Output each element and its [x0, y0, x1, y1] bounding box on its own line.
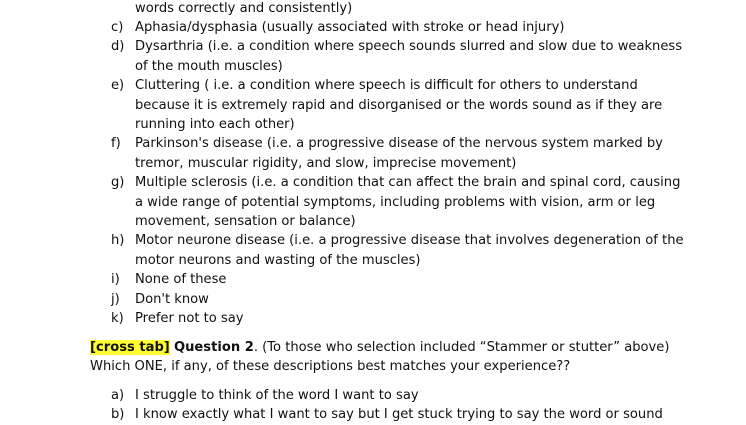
item-text-line: words correctly and consistently) — [135, 1, 353, 16]
item-text-line: Multiple sclerosis (i.e. a condition that can affect the brain and spinal cord, causing — [135, 175, 681, 191]
list-item — [111, 270, 671, 289]
list-item — [111, 231, 684, 270]
question-2-text-line1: . (To those who selection included “Stammer or stutter” above) — [253, 340, 670, 355]
list-item — [111, 309, 671, 328]
list-item — [111, 290, 671, 309]
list-marker: e) — [111, 78, 125, 94]
list-marker: g) — [111, 175, 125, 191]
list-marker: i) — [111, 272, 120, 288]
item-text-line: motor neurons and wasting of the muscles) — [135, 252, 421, 268]
question-2-label: Question 2 — [173, 340, 254, 355]
item-text-line: Parkinson's disease (i.e. a progressive disease of the nervous system marked by — [135, 136, 663, 152]
item-text-line: I know exactly what I want to say but I get stuck trying to say the word or sound — [135, 407, 663, 423]
item-text-line: Cluttering ( i.e. a condition where speech is difficult for others to understand — [135, 78, 638, 94]
question-2-text-line2: Which ONE, if any, of these descriptions best matches your experience?? — [90, 359, 571, 375]
list-marker: c) — [111, 20, 124, 35]
list-marker: k) — [111, 311, 124, 326]
list-marker: a) — [111, 388, 125, 403]
list-item — [111, 76, 671, 134]
item-text-line: Motor neurone disease (i.e. a progressive disease that involves degeneration of the — [135, 233, 684, 249]
item-text-line: None of these — [135, 272, 227, 288]
item-text-line: of the mouth muscles) — [135, 58, 283, 74]
cross-tab-tag: [cross tab] — [90, 340, 170, 355]
list-item — [111, 405, 671, 424]
item-text-line: Prefer not to say — [135, 311, 244, 326]
list-item — [111, 134, 671, 173]
item-text-line: running into each other) — [135, 116, 295, 132]
list-item — [111, 37, 683, 76]
item-text-line: Aphasia/dysphasia (usually associated with stroke or head injury) — [135, 20, 565, 35]
list-marker: d) — [111, 39, 125, 55]
item-text-line: movement, sensation or balance) — [135, 213, 356, 229]
item-text-line: a wide range of potential symptoms, including problems with vision, arm or leg — [135, 194, 656, 210]
list-item — [111, 173, 681, 231]
question-2-heading — [90, 338, 730, 377]
list-marker: b) — [111, 407, 125, 423]
list-item — [111, 18, 671, 37]
list-marker: h) — [111, 233, 125, 249]
item-text-line: Dysarthria (i.e. a condition where speech sounds slurred and slow due to weakness — [135, 39, 683, 55]
list-item-continuation — [111, 0, 671, 18]
list-item — [111, 386, 671, 405]
item-text-line: because it is extremely rapid and disorganised or the words sound as if they are — [135, 97, 663, 113]
list-marker: f) — [111, 136, 121, 152]
item-text-line: Don't know — [135, 291, 209, 307]
item-text-line: tremor, muscular rigidity, and slow, imprecise movement) — [135, 155, 517, 171]
item-text-line: I struggle to think of the word I want to say — [135, 388, 419, 403]
list-marker: j) — [111, 291, 120, 307]
